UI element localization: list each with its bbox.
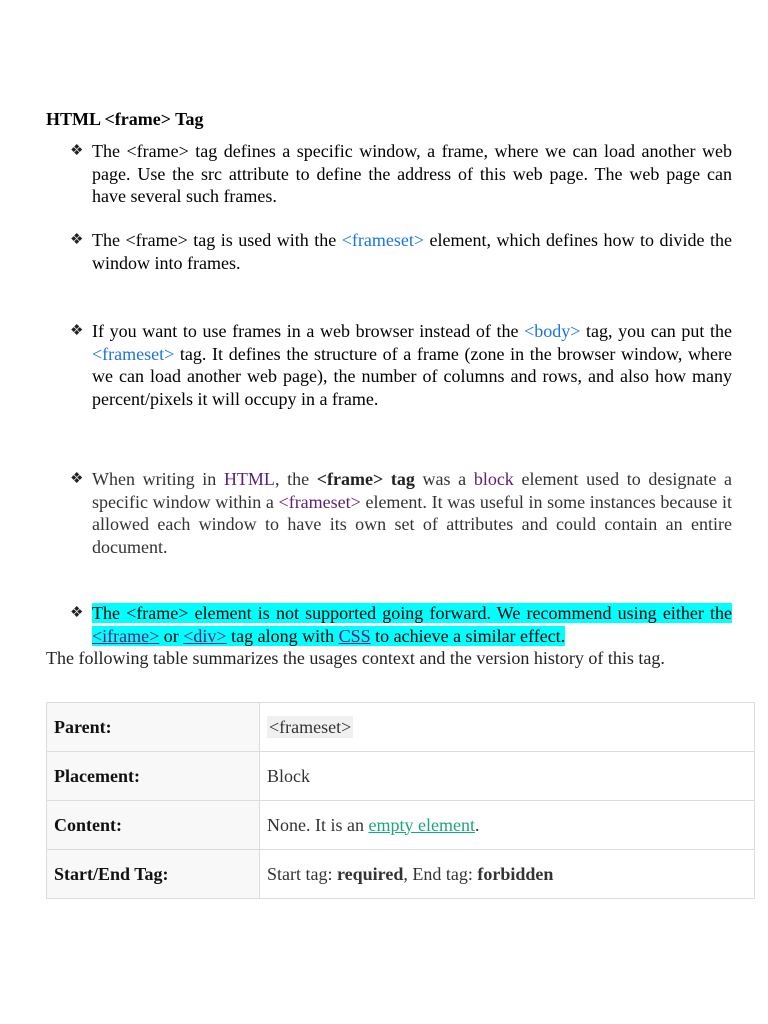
bullet-text-4	[92, 468, 732, 558]
text-run: element used to designate a specific window within a	[92, 469, 732, 512]
bullet-text-5	[92, 602, 732, 647]
tag-info-table	[46, 702, 755, 899]
iframe-link[interactable]: <iframe>	[92, 625, 160, 646]
css-link[interactable]: CSS	[338, 625, 371, 646]
content-value	[260, 801, 755, 850]
summary-paragraph: The following table summarizes the usages context and the version history of this tag.	[46, 648, 665, 668]
div-link[interactable]: <div>	[183, 625, 227, 646]
empty-element-link[interactable]: empty element	[368, 814, 475, 835]
frameset-link[interactable]: <frameset>	[92, 343, 175, 364]
parent-value	[260, 703, 755, 752]
text-run: tag. It defines the structure of a frame (zone in the browser window, where we can load another web page), the number of columns and rows, and also how many percent/pixels it will occupy in a frame.	[92, 343, 732, 409]
bullet-item-3	[70, 320, 732, 410]
bullet-item-2	[70, 229, 732, 274]
body-link[interactable]: <body>	[524, 321, 581, 341]
table-row	[47, 850, 755, 899]
start-end-tag-label: Start/End Tag:	[47, 850, 260, 899]
text-run: .	[474, 814, 480, 835]
start-end-tag-value	[260, 850, 755, 899]
text-run: Start tag:	[267, 863, 337, 884]
text-run: The <frame> tag is used with the	[92, 230, 342, 250]
frame-tag-bold: <frame> tag	[316, 469, 415, 489]
bullet-item-1	[70, 140, 732, 208]
bullet-diamond-icon: ❖	[70, 605, 84, 621]
required-text: required	[337, 863, 404, 884]
frameset-link[interactable]: <frameset>	[278, 491, 361, 512]
bullet-diamond-icon: ❖	[70, 323, 84, 339]
table-row	[47, 752, 755, 801]
text-run: When writing in	[92, 469, 224, 489]
text-run: tag along with	[226, 625, 339, 646]
frameset-link[interactable]: <frameset>	[341, 230, 425, 250]
bullet-diamond-icon: ❖	[70, 471, 84, 487]
text-run: element, which defines how to divide the window into frames.	[92, 230, 732, 273]
text-run: , End tag:	[403, 863, 478, 884]
forbidden-text: forbidden	[477, 863, 554, 884]
content-label: Content:	[47, 801, 260, 850]
bullet-text-3	[92, 320, 732, 410]
text-run: tag, you can put the	[580, 321, 733, 341]
text-run: The <frame> element is not supported going forward. We recommend using either the	[92, 603, 732, 623]
placement-value: Block	[260, 752, 755, 801]
highlighted-notice	[92, 603, 732, 646]
block-link[interactable]: block	[473, 469, 514, 489]
bullet-item-4	[70, 468, 732, 558]
bullet-text-1: The <frame> tag defines a specific window, a frame, where we can load another web page. Use the src attribute to define the address of this web page. The web page can have several such frames.	[92, 141, 732, 206]
text-run: was a	[414, 469, 474, 489]
table-row	[47, 801, 755, 850]
bullet-text-2	[92, 229, 732, 274]
bullet-diamond-icon: ❖	[70, 143, 84, 159]
text-run: to achieve a similar effect.	[370, 625, 566, 646]
text-run: None. It is an	[267, 814, 369, 835]
text-run: , the	[274, 469, 317, 489]
text-run: If you want to use frames in a web browser instead of the	[92, 321, 525, 341]
html-link[interactable]: HTML	[223, 469, 275, 489]
frameset-code: <frameset>	[269, 716, 352, 737]
page-title: HTML <frame> Tag	[46, 109, 204, 129]
table-row	[47, 703, 755, 752]
bullet-diamond-icon: ❖	[70, 232, 84, 248]
text-run: element. It was useful in some instances because it allowed each window to have its own set of attributes and could contain an entire document.	[92, 491, 732, 557]
text-run: or	[159, 625, 184, 646]
placement-label: Placement:	[47, 752, 260, 801]
parent-label: Parent:	[47, 703, 260, 752]
bullet-item-5	[70, 602, 732, 647]
